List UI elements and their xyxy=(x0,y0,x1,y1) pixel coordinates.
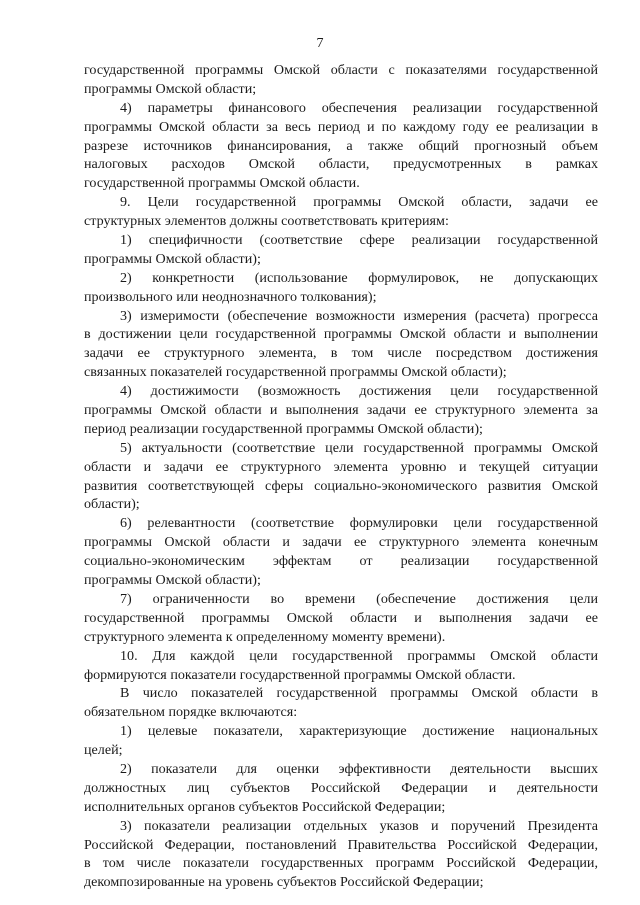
text-line: в том числе показатели государственных программ Российской Федерации, xyxy=(84,855,598,872)
text-line: 7) ограниченности во времени (обеспечение достижения цели xyxy=(120,590,598,607)
text-line: области); xyxy=(84,496,140,513)
text-line: 2) конкретности (использование формулировок, не допускающих xyxy=(120,269,598,286)
text-line: структурных элементов должны соответствовать критериям: xyxy=(84,213,449,230)
text-line: 4) достижимости (возможность достижения цели государственной xyxy=(120,383,598,400)
text-line: налоговых расходов Омской области, предусмотренных в рамках xyxy=(84,156,598,173)
text-line: 5) актуальности (соответствие цели государственной программы Омской xyxy=(120,439,598,456)
document-body xyxy=(84,61,598,892)
text-line: программы Омской области; xyxy=(84,80,257,97)
text-line: государственной программы Омской области и выполнения задачи ее xyxy=(84,609,598,626)
text-line: разрезе источников финансирования, а также общий прогнозный объем xyxy=(84,137,598,154)
text-line: В число показателей государственной программы Омской области в xyxy=(120,685,598,702)
text-line: должностных лиц субъектов Российской Федерации и деятельности xyxy=(84,779,598,796)
text-line: 10. Для каждой цели государственной программы Омской области xyxy=(120,647,598,664)
text-line: в достижении цели государственной программы Омской области и выполнении xyxy=(84,326,598,343)
text-line: целей; xyxy=(84,742,123,759)
text-line: программы Омской области и задачи ее структурного элемента конечным xyxy=(84,534,598,551)
text-line: 3) измеримости (обеспечение возможности измерения (расчета) прогресса xyxy=(120,307,598,324)
text-line: 1) специфичности (соответствие сфере реализации государственной xyxy=(120,232,598,249)
text-line: 2) показатели для оценки эффективности деятельности высших xyxy=(120,760,598,777)
text-line: 4) параметры финансового обеспечения реализации государственной xyxy=(120,99,598,116)
text-line: государственной программы Омской области. xyxy=(84,175,360,192)
text-line: программы Омской области за весь период и по каждому году ее реализации в xyxy=(84,118,598,135)
text-line: формируются показатели государственной программы Омской области. xyxy=(84,666,516,683)
text-line: программы Омской области и выполнения задачи ее структурного элемента за xyxy=(84,402,598,419)
text-line: структурного элемента к определенному моменту времени). xyxy=(84,628,446,645)
text-line: 9. Цели государственной программы Омской области, задачи ее xyxy=(120,194,598,211)
text-line: развития соответствующей сферы социально-экономического развития Омской xyxy=(84,477,598,494)
text-line: связанных показателей государственной программы Омской области); xyxy=(84,364,507,381)
text-line: 1) целевые показатели, характеризующие достижение национальных xyxy=(120,723,598,740)
text-line: обязательном порядке включаются: xyxy=(84,704,298,721)
page-number: 7 xyxy=(316,36,324,51)
text-line: 3) показатели реализации отдельных указов и поручений Президента xyxy=(120,817,598,834)
text-line: области и задачи ее структурного элемента уровню и текущей ситуации xyxy=(84,458,598,475)
text-line: программы Омской области); xyxy=(84,572,261,589)
text-line: программы Омской области); xyxy=(84,250,261,267)
text-line: Российской Федерации, постановлений Правительства Российской Федерации, xyxy=(84,836,598,853)
text-line: произвольного или неоднозначного толкования); xyxy=(84,288,377,305)
text-line: период реализации государственной программы Омской области); xyxy=(84,420,483,437)
text-line: 6) релевантности (соответствие формулировки цели государственной xyxy=(120,515,598,532)
text-line: декомпозированные на уровень субъектов Российской Федерации; xyxy=(84,874,484,891)
text-line: социально-экономическим эффектам от реализации государственной xyxy=(84,553,598,570)
text-line: государственной программы Омской области с показателями государственной xyxy=(84,62,598,78)
text-line: задачи ее структурного элемента, в том числе посредством достижения xyxy=(84,345,598,362)
text-line: исполнительных органов субъектов Российской Федерации; xyxy=(84,798,446,815)
